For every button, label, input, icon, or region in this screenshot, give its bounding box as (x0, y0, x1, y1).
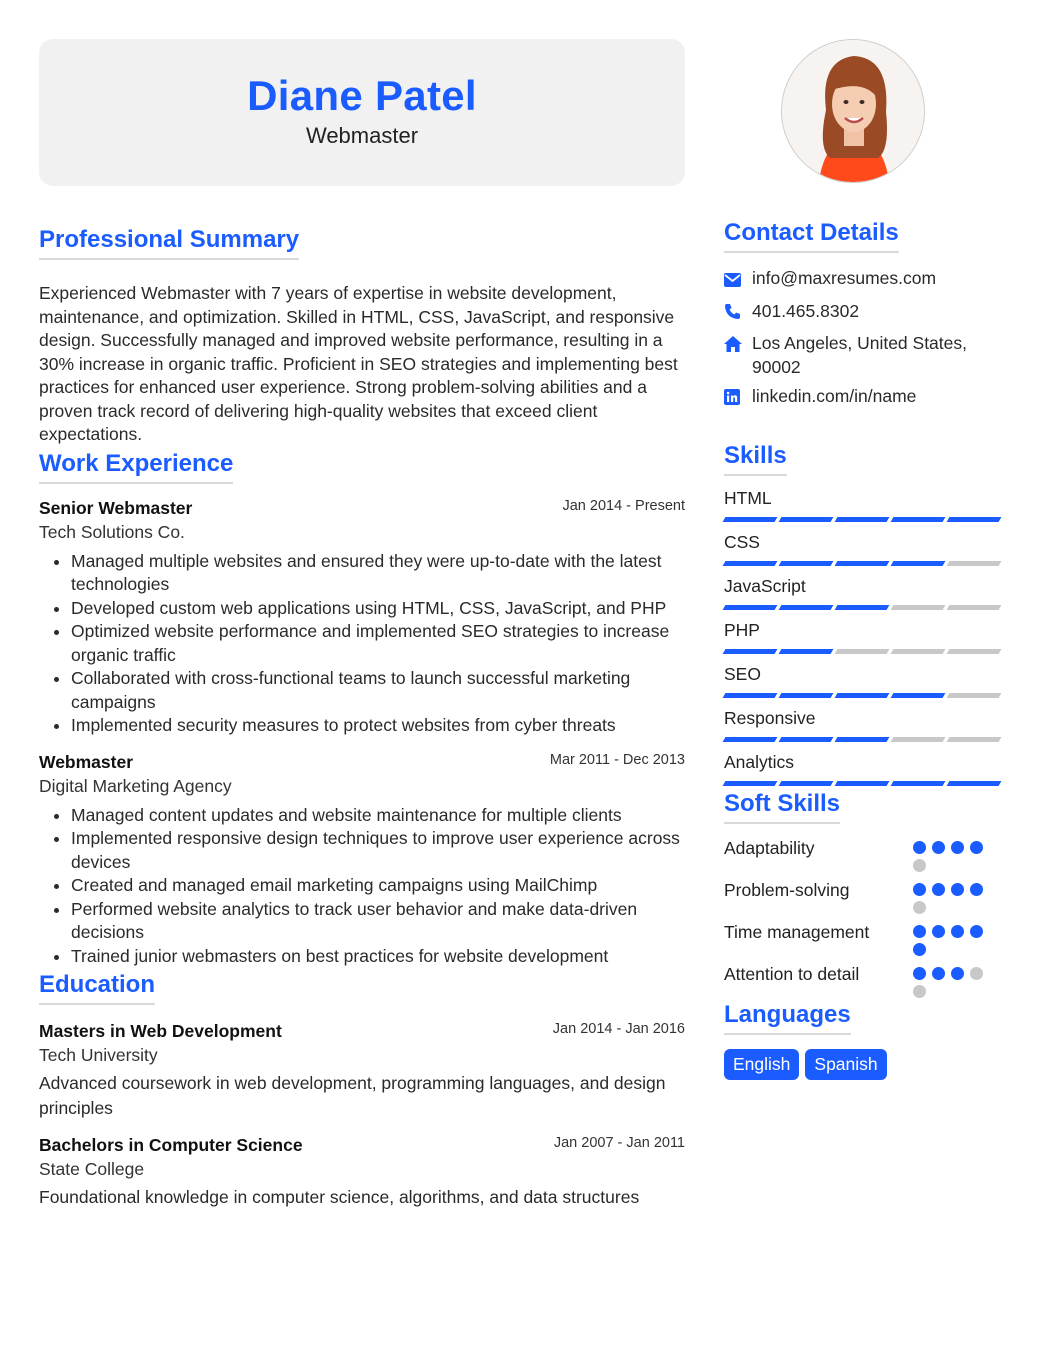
skill-item (724, 574, 1002, 610)
job-bullet: • Managed content updates and website maintenance for multiple clients (71, 804, 685, 828)
sidebar-column (724, 39, 1002, 1080)
skills-title: Skills (724, 441, 787, 476)
education-entry (39, 1019, 685, 1121)
degree-title: Bachelors in Computer Science (39, 1135, 303, 1155)
envelope-icon (724, 267, 752, 294)
skill-level-segment (947, 561, 1002, 566)
skill-level-segment (891, 781, 946, 786)
rating-dot (913, 841, 926, 854)
education-section (39, 970, 685, 1210)
soft-skill-rating (913, 962, 989, 998)
skill-level-segment (723, 737, 778, 742)
skill-level-segment (723, 605, 778, 610)
job-bullet: • Implemented responsive design techniques to improve user experience across devices (71, 827, 685, 874)
email-text: info@maxresumes.com (752, 268, 937, 288)
skill-level-segment (891, 693, 946, 698)
contact-email[interactable] (724, 267, 1002, 294)
soft-skill-item (724, 878, 1002, 914)
rating-dot (913, 901, 926, 914)
skill-item (724, 662, 1002, 698)
skill-level-segment (835, 561, 890, 566)
soft-skill-name: Time management (724, 921, 870, 942)
experience-section (39, 449, 685, 969)
job-bullet: • Developed custom web applications using HTML, CSS, JavaScript, and PHP (71, 597, 685, 621)
skill-item (724, 706, 1002, 742)
rating-dot (932, 883, 945, 896)
skill-name: CSS (724, 531, 760, 552)
skill-level-bar (724, 781, 1002, 786)
skill-level-segment (835, 737, 890, 742)
skill-level-bar (724, 693, 1002, 698)
skill-item (724, 618, 1002, 654)
rating-dot (970, 883, 983, 896)
rating-dot (932, 967, 945, 980)
skill-level-segment (891, 605, 946, 610)
rating-dot (913, 985, 926, 998)
skill-level-bar (724, 561, 1002, 566)
language-badge: Spanish (805, 1049, 886, 1080)
rating-dot (913, 859, 926, 872)
rating-dot (951, 967, 964, 980)
job-bullet: • Trained junior webmasters on best practices for website development (71, 945, 685, 969)
summary-title: Professional Summary (39, 225, 299, 260)
home-icon (724, 332, 752, 359)
skill-name: JavaScript (724, 575, 806, 596)
profile-photo (781, 39, 925, 183)
skill-level-segment (891, 561, 946, 566)
skill-level-segment (723, 781, 778, 786)
skill-level-segment (779, 693, 834, 698)
skill-level-segment (779, 561, 834, 566)
job-entry (39, 750, 685, 969)
skill-level-segment (947, 737, 1002, 742)
skill-level-segment (947, 693, 1002, 698)
phone-icon (724, 300, 752, 327)
skill-item (724, 486, 1002, 522)
job-bullet: • Collaborated with cross-functional teams to launch successful marketing campaigns (71, 667, 685, 714)
job-company: Digital Marketing Agency (39, 775, 232, 796)
rating-dot (913, 943, 926, 956)
job-bullet: • Performed website analytics to track user behavior and make data-driven decisions (71, 898, 685, 945)
address-text: Los Angeles, United States, 90002 (752, 333, 967, 377)
rating-dot (951, 883, 964, 896)
job-entry (39, 496, 685, 738)
skill-level-segment (779, 517, 834, 522)
skill-item (724, 750, 1002, 786)
phone-text: 401.465.8302 (752, 300, 860, 321)
school-name: Tech University (39, 1045, 158, 1065)
job-date: Jan 2014 - Present (562, 497, 685, 514)
summary-section (39, 225, 685, 447)
rating-dot (970, 967, 983, 980)
skill-level-segment (723, 517, 778, 522)
education-date: Jan 2014 - Jan 2016 (552, 1021, 685, 1037)
main-column (39, 39, 685, 1210)
skill-level-bar (724, 737, 1002, 742)
rating-dot (970, 841, 983, 854)
linkedin-icon (724, 385, 752, 412)
degree-title: Masters in Web Development (39, 1021, 282, 1041)
skill-level-segment (835, 693, 890, 698)
skill-level-segment (835, 781, 890, 786)
job-title: Senior Webmaster (39, 497, 193, 518)
soft-skills-title: Soft Skills (724, 789, 840, 824)
soft-skills-section (724, 789, 1002, 998)
education-entry (39, 1133, 685, 1210)
skill-name: Responsive (724, 707, 816, 728)
contact-section (724, 218, 1002, 412)
summary-text: Experienced Webmaster with 7 years of expertise in website development, maintenance, and optimization. Skilled in HTML, CSS, JavaScript, and responsive design. Successfully managed and improved website performance, resulting in a 30% increase in organic traffic. Proficient in SEO strategies and implementing best practices for enhanced user experience. Strong problem-solving abilities and a proven track record of delivering high-quality websites that exceed client expectations. (39, 283, 678, 444)
soft-skill-name: Adaptability (724, 837, 815, 858)
skill-level-segment (891, 737, 946, 742)
skill-level-segment (891, 649, 946, 654)
resume-header (39, 39, 685, 186)
rating-dot (913, 967, 926, 980)
job-bullets (39, 550, 685, 738)
skill-level-segment (947, 517, 1002, 522)
skill-level-segment (723, 649, 778, 654)
education-title: Education (39, 970, 155, 1005)
skills-section (724, 441, 1002, 786)
skill-name: Analytics (724, 751, 795, 772)
job-title: Webmaster (39, 751, 134, 772)
skill-name: SEO (724, 663, 761, 684)
rating-dot (932, 841, 945, 854)
soft-skill-rating (913, 878, 989, 914)
skill-level-segment (891, 517, 946, 522)
soft-skill-item (724, 920, 1002, 956)
soft-skill-name: Problem-solving (724, 879, 850, 900)
rating-dot (970, 925, 983, 938)
job-bullet: • Implemented security measures to protect websites from cyber threats (71, 714, 685, 738)
skill-level-segment (779, 605, 834, 610)
skill-level-segment (779, 649, 834, 654)
contact-address (724, 332, 1002, 379)
education-date: Jan 2007 - Jan 2011 (553, 1135, 685, 1151)
experience-title: Work Experience (39, 449, 233, 484)
education-description: Advanced coursework in web development, programming languages, and design principles (39, 1073, 666, 1118)
skill-level-segment (835, 605, 890, 610)
education-description: Foundational knowledge in computer science, algorithms, and data structures (39, 1187, 640, 1207)
skill-level-segment (779, 737, 834, 742)
rating-dot (932, 925, 945, 938)
job-bullet: • Optimized website performance and implemented SEO strategies to increase organic traffic (71, 620, 685, 667)
candidate-title: Webmaster (305, 123, 419, 148)
rating-dot (913, 883, 926, 896)
linkedin-text: linkedin.com/in/name (752, 386, 917, 406)
skill-level-bar (724, 605, 1002, 610)
school-name: State College (39, 1159, 145, 1179)
skill-level-segment (947, 781, 1002, 786)
skill-name: HTML (724, 487, 772, 508)
job-company: Tech Solutions Co. (39, 521, 185, 542)
profile-portrait-icon (782, 40, 925, 183)
job-bullet: • Created and managed email marketing campaigns using MailChimp (71, 874, 685, 898)
contact-phone[interactable] (724, 300, 1002, 327)
soft-skill-rating (913, 920, 989, 956)
job-bullet: • Managed multiple websites and ensured they were up-to-date with the latest technologies (71, 550, 685, 597)
soft-skill-name: Attention to detail (724, 963, 860, 984)
soft-skill-rating (913, 836, 989, 872)
skill-level-segment (947, 605, 1002, 610)
soft-skill-item (724, 962, 1002, 998)
skill-level-segment (947, 649, 1002, 654)
skill-level-segment (835, 649, 890, 654)
job-date: Mar 2011 - Dec 2013 (549, 751, 685, 768)
skill-item (724, 530, 1002, 566)
skill-level-bar (724, 649, 1002, 654)
contact-title: Contact Details (724, 218, 899, 253)
languages-title: Languages (724, 1000, 851, 1035)
language-badge: English (724, 1049, 799, 1080)
contact-linkedin[interactable] (724, 385, 1002, 412)
rating-dot (951, 925, 964, 938)
skill-level-segment (723, 693, 778, 698)
skill-level-segment (723, 561, 778, 566)
languages-section (724, 1000, 1002, 1080)
skill-name: PHP (724, 619, 760, 640)
candidate-name: Diane Patel (247, 72, 477, 119)
job-bullets (39, 804, 685, 969)
soft-skill-item (724, 836, 1002, 872)
skill-level-bar (724, 517, 1002, 522)
skill-level-segment (835, 517, 890, 522)
rating-dot (913, 925, 926, 938)
rating-dot (951, 841, 964, 854)
skill-level-segment (779, 781, 834, 786)
